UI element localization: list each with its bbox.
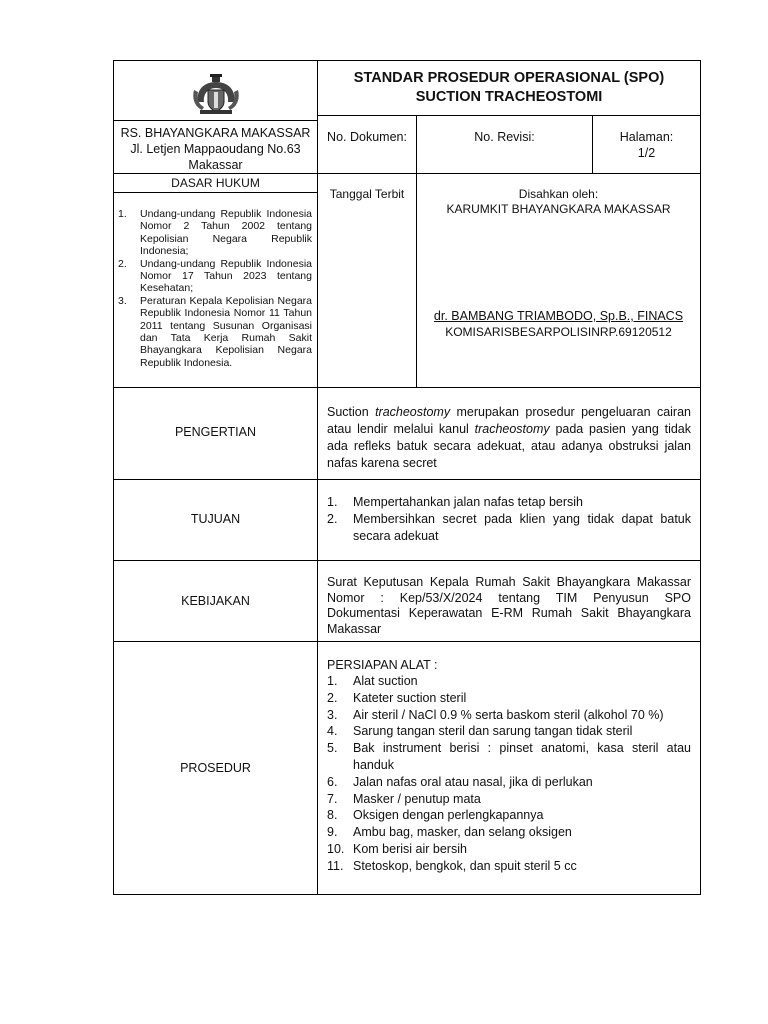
signer-name: dr. BAMBANG TRIAMBODO, Sp.B., FINACS	[433, 309, 684, 323]
row-divider-logo	[113, 120, 317, 121]
pengertian-label: PENGERTIAN	[174, 425, 257, 439]
list-item: 10. Kom berisi air bersih	[327, 841, 467, 856]
document-subtitle: SUCTION TRACHEOSTOMI	[415, 89, 603, 105]
list-item: 9. Ambu bag, masker, dan selang oksigen	[327, 825, 572, 840]
list-item: 5. Bak instrument berisi : pinset anatomi, kasa steril atau handuk	[327, 741, 691, 772]
col-divider-main	[317, 60, 318, 895]
list-item: 3. Peraturan Kepala Kepolisian Negara Republik Indonesia Nomor 11 Tahun 2011 tentang Susunan Organisasi dan Tata Kerja Rumah Sakit Bhayangkara Kepolisian Negara Republik Indonesia.	[118, 294, 312, 369]
dasar-hukum-heading: DASAR HUKUM	[171, 176, 260, 190]
halaman-value: 1/2	[637, 146, 656, 160]
prosedur-label: PROSEDUR	[180, 761, 251, 775]
dasar-hukum-list	[118, 208, 312, 369]
table-border-top	[113, 60, 701, 61]
list-item: 2. Undang-undang Republik Indonesia Nomor 17 Tahun 2023 tentang Kesehatan;	[118, 257, 312, 295]
list-item: 7. Masker / penutup mata	[327, 791, 481, 806]
row-divider-dokumen	[318, 173, 700, 174]
row-divider-tujuan	[113, 560, 701, 561]
list-item: 11. Stetoskop, bengkok, dan spuit steril 5 cc	[327, 858, 577, 873]
table-border-bottom	[113, 894, 701, 895]
row-divider-pengertian	[113, 479, 701, 480]
table-border-right	[700, 60, 701, 895]
hospital-name: RS. BHAYANGKARA MAKASSAR	[120, 126, 311, 140]
col-divider-dokumen	[416, 115, 417, 387]
disahkan-label: Disahkan oleh:	[518, 187, 599, 201]
pengertian-text: Suction tracheostomy merupakan prosedur pengeluaran cairan atau lendir melalui kanul tracheostomy pada pasien yang tidak ada refleks batuk secara adekuat, atau adanya obstruksi jalan nafas karena secret	[327, 405, 692, 470]
no-revisi-label: No. Revisi:	[474, 130, 535, 144]
document-title: STANDAR PROSEDUR OPERASIONAL (SPO)	[353, 70, 665, 86]
list-item: 2. Kateter suction steril	[327, 690, 467, 705]
tanggal-terbit-label: Tanggal Terbit	[329, 187, 405, 201]
police-emblem-logo	[190, 72, 242, 116]
police-emblem-icon	[190, 72, 242, 116]
tujuan-list	[327, 494, 691, 544]
list-item: 6. Jalan nafas oral atau nasal, jika di perlukan	[327, 774, 593, 789]
row-divider-dasar-head	[113, 192, 317, 193]
persiapan-alat-list	[327, 673, 691, 875]
list-item: 8. Oksigen dengan perlengkapannya	[327, 808, 544, 823]
tujuan-label: TUJUAN	[190, 512, 241, 526]
row-divider-header	[113, 387, 701, 388]
halaman-label: Halaman:	[619, 130, 674, 144]
list-item: 1. Undang-undang Republik Indonesia Nomor 2 Tahun 2002 tentang Kepolisian Negara Republik Indonesia;	[118, 208, 312, 258]
persiapan-alat-heading: PERSIAPAN ALAT :	[327, 658, 438, 672]
list-item: 3. Air steril / NaCl 0.9 % serta baskom steril (alkohol 70 %)	[327, 707, 664, 722]
list-item: 4. Sarung tangan steril dan sarung tangan tidak steril	[327, 724, 633, 739]
disahkan-by: KARUMKIT BHAYANGKARA MAKASSAR	[446, 202, 671, 216]
row-divider-address	[113, 173, 317, 174]
no-dokumen-label: No. Dokumen:	[327, 130, 407, 144]
kebijakan-label: KEBIJAKAN	[181, 594, 250, 608]
list-item: 1. Mempertahankan jalan nafas tetap bersih	[327, 495, 584, 509]
signer-rank: KOMISARISBESARPOLISINRP.69120512	[445, 325, 672, 339]
row-divider-title	[318, 115, 700, 116]
list-item: 2. Membersihkan secret pada klien yang tidak dapat batuk secara adekuat	[327, 511, 691, 543]
list-item: 1. Alat suction	[327, 674, 418, 688]
row-divider-kebijakan	[113, 641, 701, 642]
hospital-address: Jl. Letjen Mappaoudang No.63 Makassar	[130, 142, 301, 172]
kebijakan-text: Surat Keputusan Kepala Rumah Sakit Bhayangkara Makassar Nomor : Kep/53/X/2024 tentang TIM Penyusun SPO Dokumentasi Keperawatan E-RM Rumah Sakit Bhayangkara Makassar	[327, 575, 691, 636]
